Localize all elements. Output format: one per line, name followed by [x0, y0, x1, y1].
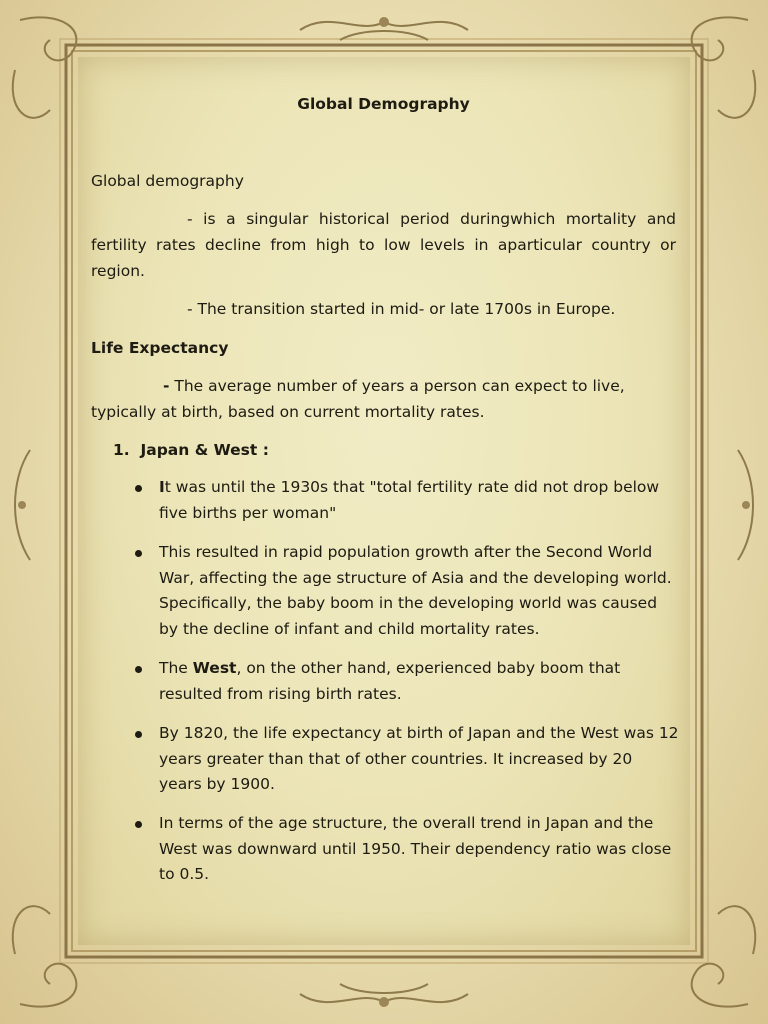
- page-title: Global Demography: [297, 95, 470, 113]
- transition-paragraph: [91, 296, 676, 322]
- bullet-text: This resulted in rapid population growth after the Second World War, affecting the age structure of Asia and the developing world. Specifically, the baby boom in the developing world was caused by the decline of infant and child mortality rates.: [159, 543, 672, 638]
- bullet-text-pre: The: [159, 659, 193, 677]
- list-number: 1.: [113, 441, 130, 459]
- bullet-dot: [135, 666, 142, 673]
- bullet-dot: [135, 485, 142, 492]
- bullet-text: By 1820, the life expectancy at birth of Japan and the West was 12 years greater than that of other countries. It increased by 20 years by 1900.: [159, 724, 679, 793]
- bullet-text-bold: West: [192, 659, 237, 677]
- definition-text: - is a singular historical period duringwhich mortality and fertility rates decline from high to low levels in aparticular country or region.: [91, 210, 676, 280]
- bullet-dot: [135, 821, 142, 828]
- bullet-text: In terms of the age structure, the overall trend in Japan and the West was downward until 1950. Their dependency ratio was close to 0.5.: [159, 814, 672, 883]
- life-expectancy-heading: Life Expectancy: [91, 339, 229, 357]
- life-def-text: The average number of years a person can expect to live, typically at birth, based on current mortality rates.: [91, 377, 625, 421]
- life-def-dash: -: [163, 377, 170, 395]
- bullet-dot: [135, 550, 142, 557]
- bullet-lead-letter: I: [159, 478, 165, 496]
- definition-paragraph: [91, 206, 676, 284]
- bullet-dot: [135, 731, 142, 738]
- transition-text: - The transition started in mid- or late 1700s in Europe.: [187, 300, 616, 318]
- bullet-text: t was until the 1930s that "total fertility rate did not drop below five births per woman": [159, 478, 660, 522]
- life-expectancy-definition: [91, 373, 676, 425]
- numbered-list-heading: [113, 437, 269, 463]
- subject-label: Global demography: [91, 172, 244, 190]
- bullet-text-post: , on the other hand, experienced baby boom that resulted from rising birth rates.: [159, 659, 621, 703]
- list-heading-text: Japan & West :: [140, 441, 269, 459]
